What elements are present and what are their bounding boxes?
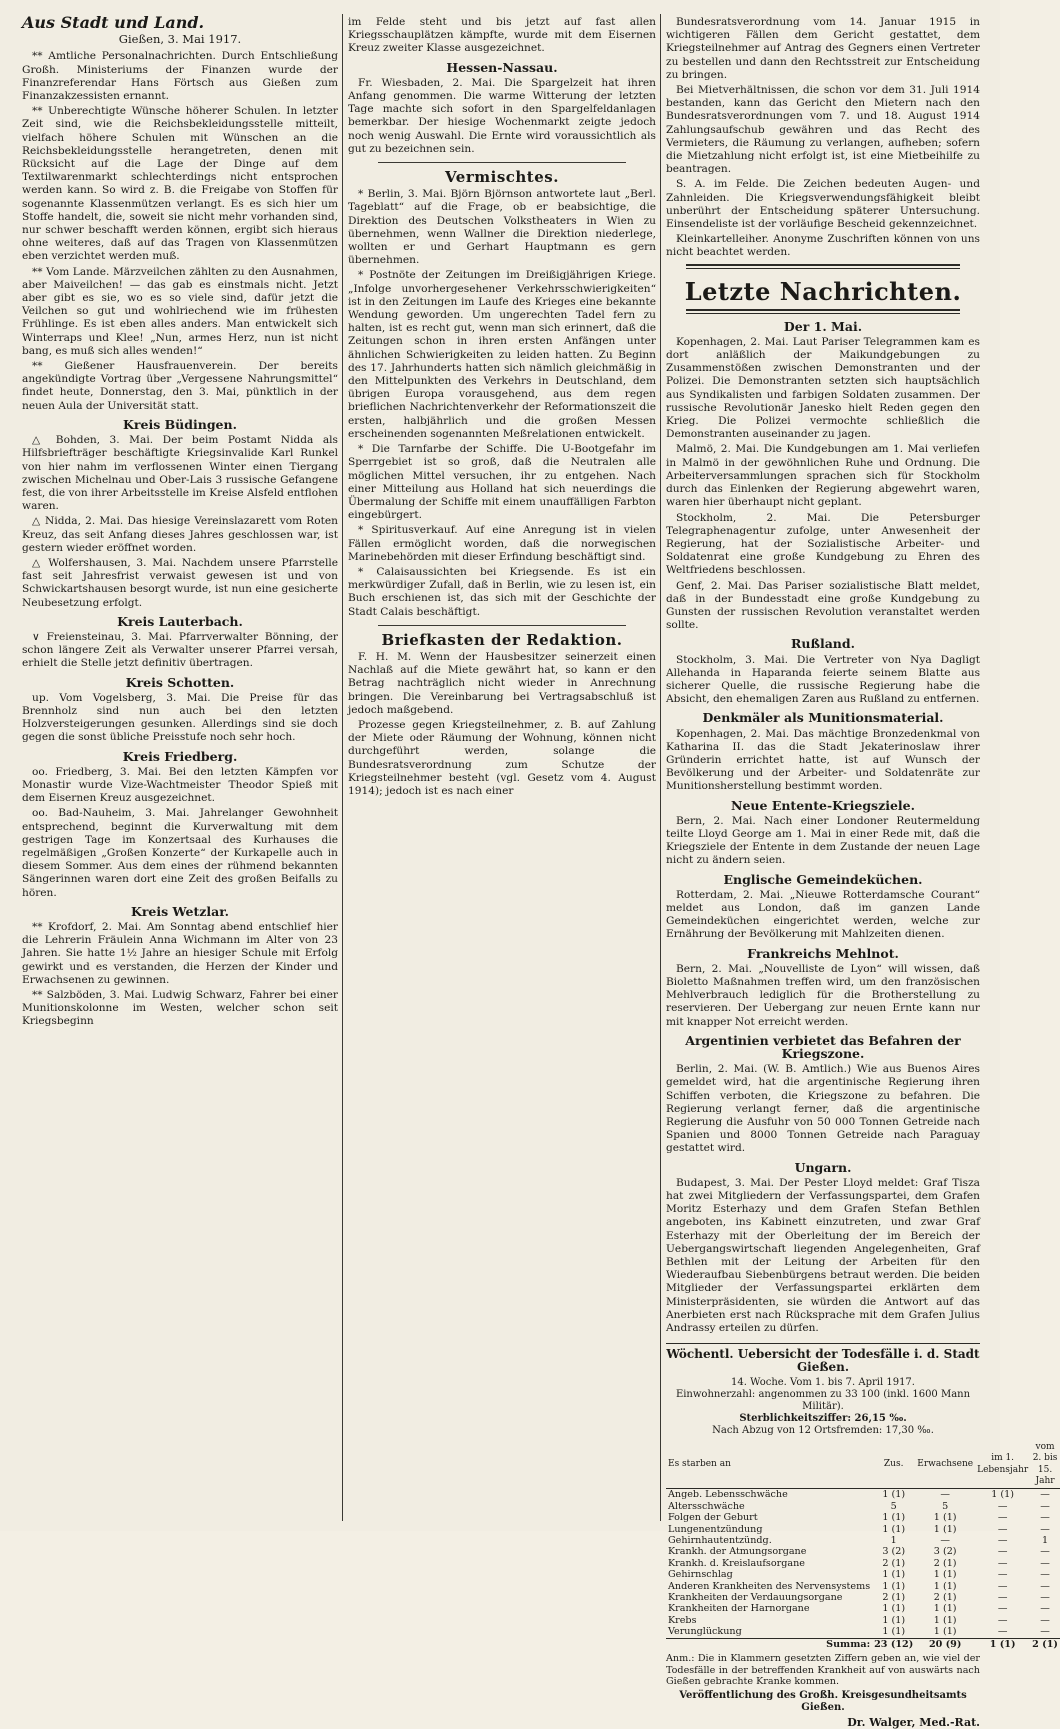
table-row: [666, 1558, 1060, 1569]
sum-label: Summa:: [666, 1638, 872, 1650]
cause-cell: Verunglückung: [668, 1626, 742, 1638]
cause-cell: Krankheiten der Verdauungsorgane: [668, 1591, 843, 1603]
count-cell: 1: [1041, 1534, 1049, 1546]
count-cell: 1: [890, 1534, 897, 1546]
article-paragraph: Stockholm, 3. Mai. Die Vertreter von Nya Dagligt Allehanda in Haparanda feierte seinem Blatte aus sicherer Quelle, die russische Regierung habe die Absicht, den ehemaligen Zaren aus Rußland zu entfernen.: [666, 653, 980, 706]
stats-signature: Dr. Walger, Med.-Rat.: [847, 1715, 980, 1729]
article-paragraph: ** Krofdorf, 2. Mai. Am Sonntag abend entschlief hier die Lehrerin Fräulein Anna Wichmann im Alter von 23 Jahren. Sie hatte 1½ Jahre an hiesiger Schule mit Erfolg gewirkt und es verstanden, die Herzen der Kinder und Erwachsenen zu gewinnen.: [22, 921, 338, 986]
stats-note: Anm.: Die in Klammern gesetzten Ziffern geben an, wie viel der Todesfälle in der betreffenden Krankheit auf von auswärts nach Gießen gebrachte Kranke kommen.: [666, 1653, 980, 1688]
subheading-denkmaeler: Denkmäler als Munitionsmaterial.: [702, 710, 944, 726]
divider: [686, 264, 960, 269]
subheading-kreis-friedberg: Kreis Friedberg.: [122, 748, 238, 764]
article-paragraph: ** Salzböden, 3. Mai. Ludwig Schwarz, Fahrer bei einer Munitionskolonne im Westen, welcher schon seit Kriegsbeginn: [22, 989, 338, 1028]
count-cell: 2 (1): [933, 1557, 957, 1569]
count-cell: —: [1040, 1580, 1050, 1592]
cause-cell: Lungenentzündung: [668, 1523, 763, 1535]
count-cell: 1 (1): [882, 1603, 906, 1615]
count-cell: —: [1040, 1489, 1050, 1501]
sum-k1: 1 (1): [975, 1638, 1030, 1650]
count-cell: 1 (1): [933, 1512, 957, 1524]
column-middle: [348, 16, 656, 1521]
count-cell: 3 (2): [933, 1546, 957, 1558]
heading-letzte-nachrichten: Letzte Nachrichten.: [684, 276, 962, 306]
count-cell: —: [1040, 1546, 1050, 1558]
count-cell: 1 (1): [991, 1489, 1014, 1501]
article-paragraph: ** Unberechtigte Wünsche höherer Schulen. In letzter Zeit sind, wie die Reichsbekleidungsstelle mitteilt, vielfach höhere Schulen mit Wünschen an die Reichsbekleidungsstelle herangetreten, denen mit Rücksicht auf die Lage der Dinge auf dem Textilwarenmarkt schlechterdings nicht entsprochen werden kann. So wird z. B. die Freigabe von Stoffen für sogenannte Klassenmützen verlangt. Es es sich hier um Stoffe handelt, die, soweit sie nicht mehr vorhanden sind, nur schwer beschafft werden können, ergibt sich hieraus ohne weiteres, daß auf das Tragen von Klassenmützen eben verzichtet werden muß.: [22, 105, 338, 263]
heading-briefkasten: Briefkasten der Redaktion.: [381, 630, 623, 649]
paragraph-group: [348, 188, 656, 619]
column-right: [666, 16, 1058, 1729]
table-row: [666, 1512, 1060, 1523]
cause-cell: Anderen Krankheiten des Nervensystems: [668, 1580, 871, 1592]
table-sum-row: [666, 1638, 1060, 1650]
cause-cell: Gehirnhautentzündg.: [668, 1534, 772, 1546]
stats-population: Einwohnerzahl: angenommen zu 33 100 (inkl. 1600 Mann Militär).: [675, 1388, 971, 1412]
count-cell: —: [997, 1512, 1008, 1524]
article-paragraph: oo. Friedberg, 3. Mai. Bei den letzten Kämpfen vor Monastir wurde Vize-Wachtmeister Theodor Spieß mit dem Eisernen Kreuz ausgezeichnet.: [22, 765, 338, 805]
count-cell: 1 (1): [933, 1523, 957, 1535]
column-header: Es starben an: [666, 1441, 872, 1489]
article-paragraph: Genf, 2. Mai. Das Pariser sozialistische Blatt meldet, daß in der Bundesstadt eine große Kundgebung zu Gunsten der russischen Revolution veranstaltet werden sollte.: [666, 579, 980, 632]
article-paragraph: up. Vom Vogelsberg, 3. Mai. Die Preise für das Brennholz sind nun auch bei den letzten Holzversteigerungen gesunken. Allerdings sind sie doch gegen die sonst übliche Preisstufe noch sehr hoch.: [22, 691, 338, 744]
subheading-hessen-nassau: Hessen-Nassau.: [446, 59, 558, 75]
count-cell: 2 (1): [882, 1591, 906, 1603]
paragraph-group: [666, 1177, 980, 1335]
subheading-may-first: Der 1. Mai.: [783, 318, 863, 334]
count-cell: —: [997, 1603, 1008, 1615]
table-row: [666, 1546, 1060, 1557]
count-cell: 5: [942, 1500, 949, 1512]
article-paragraph: Budapest, 3. Mai. Der Pester Lloyd meldet: Graf Tisza hat zwei Mitgliedern der Verfassungspartei, dem Grafen Moritz Esterhazy und dem Grafen Stefan Bethlen angeboten, ins Kabinett einzutreten, und zwar Graf Esterhazy mit der Oberleitung der im Bereich der Uebergangswirtschaft liegenden Angelegenheiten, Graf Bethlen mit der Leitung der Arbeiten für den Wiederaufbau Siebenbürgens betraut werden. Die beiden Mitglieder der Verfassungspartei erklärten dem Ministerpräsidenten, sie würden die Antwort auf das Anerbieten erst nach Rücksprache mit dem Grafen Julius Andrassy erteilen zu dürfen.: [666, 1176, 980, 1335]
paragraph-group: [666, 654, 980, 707]
count-cell: 1 (1): [882, 1569, 906, 1581]
count-cell: 1 (1): [882, 1523, 906, 1535]
heading-vermischtes: Vermischtes.: [445, 168, 559, 187]
article-paragraph: * Spiritusverkauf. Auf eine Anregung ist in vielen Fällen ermöglicht worden, daß die norwegischen Marinebehörden mit dieser Erfindung beschäftigt sind.: [348, 524, 656, 563]
table-row: [666, 1535, 1060, 1546]
table-row: [666, 1615, 1060, 1626]
count-cell: —: [1040, 1557, 1050, 1569]
count-cell: 1 (1): [882, 1512, 906, 1524]
count-cell: —: [997, 1591, 1008, 1603]
cause-cell: Krebs: [668, 1614, 697, 1626]
count-cell: —: [997, 1534, 1008, 1546]
sum-k2: 2 (1): [1032, 1638, 1058, 1650]
column-rule: [660, 14, 661, 1521]
count-cell: —: [997, 1557, 1008, 1569]
count-cell: 3 (2): [882, 1546, 906, 1558]
sum-adults: 20 (9): [915, 1638, 975, 1650]
count-cell: —: [997, 1569, 1008, 1581]
count-cell: —: [997, 1626, 1008, 1638]
article-paragraph: Malmö, 2. Mai. Die Kundgebungen am 1. Mai verliefen in Malmö in der gewöhnlichen Ruhe und Ordnung. Die Arbeiterversammlungen sprachen sich für Stockholm durch das Einlenken der Regierung abgewehrt waren, waren hier überhaupt nicht geplant.: [666, 443, 980, 509]
table-body: [666, 1489, 1060, 1638]
count-cell: 1 (1): [933, 1603, 957, 1615]
column-left: [22, 13, 338, 1521]
subheading-kreis-budingen: Kreis Büdingen.: [123, 416, 237, 432]
subheading-russland: Rußland.: [790, 636, 855, 652]
count-cell: —: [1040, 1569, 1050, 1581]
paragraph-group: [666, 336, 980, 632]
article-paragraph: Prozesse gegen Kriegsteilnehmer, z. B. auf Zahlung der Miete oder Räumung der Wohnung, können nicht durchgeführt werden, solange die Bundesratsverordnung zum Schutze der Kriegsteilnehmer besteht (vgl. Gesetz vom 4. August 1914); jedoch ist es nach einer: [348, 718, 656, 797]
count-cell: 1 (1): [882, 1580, 906, 1592]
cause-cell: Altersschwäche: [668, 1500, 745, 1512]
count-cell: 1 (1): [933, 1626, 957, 1638]
article-paragraph: F. H. M. Wenn der Hausbesitzer seinerzeit einen Nachlaß auf die Miete gewährt hat, so kann er den Betrag nachträglich nicht wieder in Anrechnung bringen. Die Vereinbarung bei Vertragsabschluß ist jedoch maßgebend.: [348, 650, 656, 716]
article-paragraph: ** Vom Lande. Märzveilchen zählten zu den Ausnahmen, aber Maiveilchen! — das gab es einstmals nicht. Jetzt aber gibt es sie, wo es so viele sind, dafür jetzt die Veilchen so gut und wohlriechend wie im frühesten Frühlinge. Es ist eben alles anders. Man entwickelt sich Winterraps und Klee! „Nun, armes Herz, nun ist nicht bang, es muß sich alles wenden!“: [22, 265, 338, 357]
cause-cell: Folgen der Geburt: [668, 1512, 758, 1524]
count-cell: —: [1040, 1603, 1050, 1615]
subheading-kreis-schotten: Kreis Schotten.: [125, 674, 235, 690]
stats-week: 14. Woche. Vom 1. bis 7. April 1917.: [731, 1376, 915, 1388]
paragraph-group: [22, 692, 338, 745]
section-title: Aus Stadt und Land.: [22, 13, 205, 32]
column-header: vom 2. bis 15. Jahr: [1030, 1441, 1060, 1489]
count-cell: —: [997, 1500, 1008, 1512]
article-paragraph: * Die Tarnfarbe der Schiffe. Die U-Bootgefahr im Sperrgebiet ist so groß, daß die Neutralen alle möglichen Mittel versuchen, ihr zu entgehen. Nach einer Mitteilung aus Holland hat sich neuerdings die Übermalung der Schiffe mit einem unauffälligen Farbton eingebürgert.: [348, 443, 656, 522]
article-paragraph: ** Amtliche Personalnachrichten. Durch Entschließung Großh. Ministeriums der Finanzen wurde der Finanzreferendar Hans Förtsch aus Gießen zum Finanzakzessisten ernannt.: [22, 50, 338, 103]
article-paragraph: Bern, 2. Mai. Nach einer Londoner Reutermeldung teilte Lloyd George am 1. Mai in einer Rede mit, daß die Kriegsziele der Entente in dem Zustande der neuen Lage nicht zu ändern seien.: [666, 814, 980, 867]
article-paragraph: Kleinkartelleiher. Anonyme Zuschriften können von uns nicht beachtet werden.: [666, 233, 980, 259]
count-cell: —: [997, 1580, 1008, 1592]
article-paragraph: Kopenhagen, 2. Mai. Das mächtige Bronzedenkmal von Katharina II. das die Stadt Jekaterinoslaw ihrer Gründerin errichtet hatte, ist auf Wunsch der Bevölkerung und der Arbeiter- und Soldatenräte zur Munitionsherstellung bestimmt worden.: [666, 727, 980, 793]
count-cell: —: [997, 1614, 1008, 1626]
count-cell: —: [1040, 1500, 1050, 1512]
stats-rate-note: Nach Abzug von 12 Ortsfremden: 17,30 ‰.: [712, 1424, 934, 1436]
column-header: im 1. Lebensjahr: [975, 1441, 1030, 1489]
lead-paragraph: im Felde steht und bis jetzt auf fast allen Kriegsschauplätzen kämpfte, wurde mit dem Eisernen Kreuz zweiter Klasse ausgezeichnet.: [348, 16, 656, 55]
table-header-row: [666, 1441, 1060, 1489]
article-paragraph: Rotterdam, 2. Mai. „Nieuwe Rotterdamsche Courant“ meldet aus London, daß im ganzen Lande Gemeindeküchen eingerichtet werden, welche zur Ernährung der Bevölkerung mit Mahlzeiten dienen.: [666, 888, 980, 941]
count-cell: —: [1040, 1512, 1050, 1524]
article-paragraph: △ Nidda, 2. Mai. Das hiesige Vereinslazarett vom Roten Kreuz, das seit Anfang dieses Jahres geschlossen war, ist gestern wieder eröffnet worden.: [22, 515, 338, 554]
article-paragraph: * Postnöte der Zeitungen im Dreißigjährigen Kriege. „Infolge unvorhergesehener Verkehrsschwierigkeiten“ ist in den Zeitungen im Laufe des Krieges eine bekannte Wendung geworden. Um ungerechten Tadel fern zu halten, ist es recht gut, wenn man sich erinnert, daß die Zeitungen schon in ihren ersten Anfängen unter ähnlichen Schwierigkeiten zu leiden hatten. Zu Beginn des 17. Jahrhunderts hatten sich nämlich gleichmäßig in den Mittelpunkten des Verkehrs in Deutschland, dem übrigen Europa vorausgehend, aus dem regen brieflichen Nachrichtenverkehr der Reformationszeit die ersten, halbjährlich und die großen Messen erscheinenden sogenannten Meßrelationen entwickelt.: [348, 269, 656, 440]
cause-cell: Krankh. der Atmungsorgane: [668, 1546, 807, 1558]
count-cell: 1 (1): [933, 1614, 957, 1626]
dateline: Gießen, 3. Mai 1917.: [118, 32, 242, 47]
article-paragraph: ** Gießener Hausfrauenverein. Der bereits angekündigte Vortrag über „Vergessene Nahrungsmittel“ findet heute, Donnerstag, den 3. Mai, pünktlich in der neuen Aula der Universität statt.: [22, 360, 338, 412]
table-row: [666, 1626, 1060, 1638]
cause-cell: Krankh. d. Kreislaufsorgane: [668, 1557, 805, 1569]
paragraph-group: [22, 631, 338, 671]
divider: [378, 162, 626, 163]
paragraph-group: [666, 16, 980, 260]
count-cell: —: [940, 1534, 950, 1546]
mortality-table: [666, 1441, 1060, 1650]
paragraph-group: [22, 50, 338, 412]
table-row: [666, 1501, 1060, 1512]
count-cell: —: [1040, 1523, 1050, 1535]
paragraph-group: [666, 1063, 980, 1155]
article-paragraph: oo. Bad-Nauheim, 3. Mai. Jahrelanger Gewohnheit entsprechend, beginnt die Kurverwaltung mit dem gestrigen Tage im Konzertsaal des Kurhauses die regelmäßigen „Großen Konzerte“ der Kurkapelle auch in diesem Sommer. Aus dem eines der rühmend bekannten Sängerinnen waren dort eine Zeit des großen Beifalls zu hören.: [22, 807, 338, 899]
count-cell: —: [997, 1546, 1008, 1558]
count-cell: 1 (1): [882, 1489, 906, 1501]
article-paragraph: Bundesratsverordnung vom 14. Januar 1915 in wichtigeren Fällen dem Gericht gestattet, dem Kriegsteilnehmer auf Antrag des Gegners einen Vertreter zu bestellen und dann den Rechtsstreit zur Entscheidung zu bringen.: [666, 16, 980, 81]
article-paragraph: Stockholm, 2. Mai. Die Petersburger Telegraphenagentur zufolge, unter Anwesenheit der Regierung, hat der Sozialistische Arbeiter- und Soldatenrat eine große Kundgebung zu Ehren des Weltfriedens beschlossen.: [666, 511, 980, 577]
count-cell: 1 (1): [882, 1626, 906, 1638]
article-paragraph: △ Bohden, 3. Mai. Der beim Postamt Nidda als Hilfsbriefträger beschäftigte Kriegsinvalide Karl Runkel von hier nahm im verflossenen Winter einen Tiergang zwischen Michelnau und Ober-Lais 3 russische Gefangene fest, die von ihrer Arbeitsstelle im Kreise Alsfeld entflohen waren.: [22, 434, 338, 513]
article-paragraph: Fr. Wiesbaden, 2. Mai. Die Spargelzeit hat ihren Anfang genommen. Die warme Witterung der letzten Tage machte sich sofort in den Spargelfeldanlagen bemerkbar. Der hiesige Wochenmarkt zeigte jedoch noch wenig Auswahl. Die Ernte wird voraussichtlich als gut zu bezeichnen sein.: [348, 76, 656, 155]
count-cell: 1 (1): [933, 1569, 957, 1581]
count-cell: 1 (1): [933, 1580, 957, 1592]
table-row: [666, 1581, 1060, 1592]
article-paragraph: ∨ Freiensteinau, 3. Mai. Pfarrverwalter Bönning, der schon längere Zeit als Verwalter unserer Pfarrei versah, erhielt die Stelle jetzt definitiv übertragen.: [22, 630, 338, 670]
cause-cell: Krankheiten der Harnorgane: [668, 1603, 810, 1615]
article-paragraph: S. A. im Felde. Die Zeichen bedeuten Augen- und Zahnleiden. Die Kriegsverwendungsfähigkeit bleibt unberührt der Entscheidung späterer Untersuchung. Einsendeliste ist der vorläufige Bescheid gekennzeichnet.: [666, 178, 980, 231]
paragraph-group: [666, 963, 980, 1029]
cause-cell: Gehirnschlag: [668, 1569, 733, 1581]
subheading-frankreich: Frankreichs Mehlnot.: [747, 945, 899, 961]
article-paragraph: △ Wolfershausen, 3. Mai. Nachdem unsere Pfarrstelle fast seit Jahresfrist verwaist gewesen ist und von Schwickartshausen besorgt wurde, ist nun eine gesicherte Neubesetzung erfolgt.: [22, 556, 338, 609]
stats-office: Veröffentlichung des Großh. Kreisgesundheitsamts Gießen.: [679, 1689, 967, 1713]
paragraph-group: [22, 434, 338, 610]
subheading-kreis-lauterbach: Kreis Lauterbach.: [117, 613, 243, 629]
count-cell: 5: [890, 1500, 897, 1512]
subheading-entente: Neue Entente-Kriegsziele.: [731, 797, 915, 813]
paragraph-group: [22, 766, 338, 900]
column-header: Erwachsene: [915, 1441, 975, 1489]
article-paragraph: Kopenhagen, 2. Mai. Laut Pariser Telegrammen kam es dort anläßlich der Maikundgebungen zu Zusammenstößen zwischen Demonstranten und der Polizei. Die Demonstranten setzten sich hauptsächlich aus Syndikalisten und farbigen Soldaten zusammen. Der russische Revolutionär Janesko hielt Reden gegen den Krieg. Die Polizei vermochte schließlich die Demonstranten auseinander zu jagen.: [666, 335, 980, 441]
count-cell: 2 (1): [933, 1591, 957, 1603]
column-header: Zus.: [872, 1441, 915, 1489]
count-cell: —: [940, 1489, 950, 1501]
table-row: [666, 1524, 1060, 1535]
count-cell: —: [997, 1523, 1008, 1535]
count-cell: 2 (1): [882, 1557, 906, 1569]
article-paragraph: Berlin, 2. Mai. (W. B. Amtlich.) Wie aus Buenos Aires gemeldet wird, hat die argentinische Regierung ihren Schiffen verboten, die Kriegszone zu befahren. Die Regierung verlangt ferner, daß die argentinische Regierung die Ausfuhr von 50 000 Tonnen Getreide nach Spanien und 8000 Tonnen Getreide nach Paraguay gestattet wird.: [666, 1063, 980, 1155]
count-cell: —: [1040, 1591, 1050, 1603]
paragraph-group: [666, 815, 980, 868]
table-row: [666, 1603, 1060, 1614]
count-cell: —: [1040, 1614, 1050, 1626]
subheading-ungarn: Ungarn.: [794, 1159, 852, 1175]
subheading-kreis-wetzlar: Kreis Wetzlar.: [130, 903, 230, 919]
article-paragraph: * Berlin, 3. Mai. Björn Björnson antwortete laut „Berl. Tageblatt“ auf die Frage, ob er beabsichtige, die Direktion des Deutschen Volkstheaters in Wien zu übernehmen, wenn Wallner die Direktion niederlege, wollten er und Gerhart Hauptmann es gern übernehmen.: [348, 188, 656, 267]
subheading-argentinien: Argentinien verbietet das Befahren der Kriegszone.: [685, 1032, 961, 1062]
table-row: [666, 1592, 1060, 1603]
sum-total: 23 (12): [874, 1638, 914, 1650]
paragraph-group: [666, 889, 980, 942]
stats-rate: Sterblichkeitsziffer: 26,15 ‰.: [739, 1412, 907, 1424]
article-paragraph: * Calaisaussichten bei Kriegsende. Es ist ein merkwürdiger Zufall, daß in Berlin, wie zu lesen ist, ein Buch erschienen ist, das sich mit der Geschichte der Stadt Calais beschäftigt.: [348, 565, 656, 618]
cause-cell: Angeb. Lebensschwäche: [668, 1489, 788, 1501]
count-cell: —: [1040, 1626, 1050, 1638]
paragraph-group: [22, 921, 338, 1029]
divider: [378, 625, 626, 626]
paragraph-group: [348, 77, 656, 156]
article-paragraph: Bei Mietverhältnissen, die schon vor dem 31. Juli 1914 bestanden, kann das Gericht den Mietern nach den Bundesratsverordnungen vom 7. und 18. August 1914 Zahlungsaufschub gewähren und das Recht des Vermieters, die Räumung zu verlangen, aufheben; sofern die Mietzahlung nicht erfolgt ist, ist eine Mietbeihilfe zu beantragen.: [666, 84, 980, 176]
paragraph-group: [348, 651, 656, 798]
subheading-englische-gemeindekuechen: Englische Gemeindeküchen.: [723, 871, 923, 887]
table-row: [666, 1569, 1060, 1580]
column-rule: [342, 14, 343, 1521]
table-row: [666, 1489, 1060, 1501]
divider: [686, 309, 960, 314]
article-paragraph: Bern, 2. Mai. „Nouvelliste de Lyon“ will wissen, daß Bioletto Maßnahmen treffen wird, um den französischen Mehlverbrauch lediglich für die Brotherstellung zu reservieren. Der Uebergang zur neuen Ernte kann nur mit knapper Not erreicht werden.: [666, 962, 980, 1028]
count-cell: 1 (1): [882, 1614, 906, 1626]
paragraph-group: [666, 728, 980, 794]
stats-title: Wöchentl. Uebersicht der Todesfälle i. d. Stadt Gießen.: [666, 1343, 980, 1374]
